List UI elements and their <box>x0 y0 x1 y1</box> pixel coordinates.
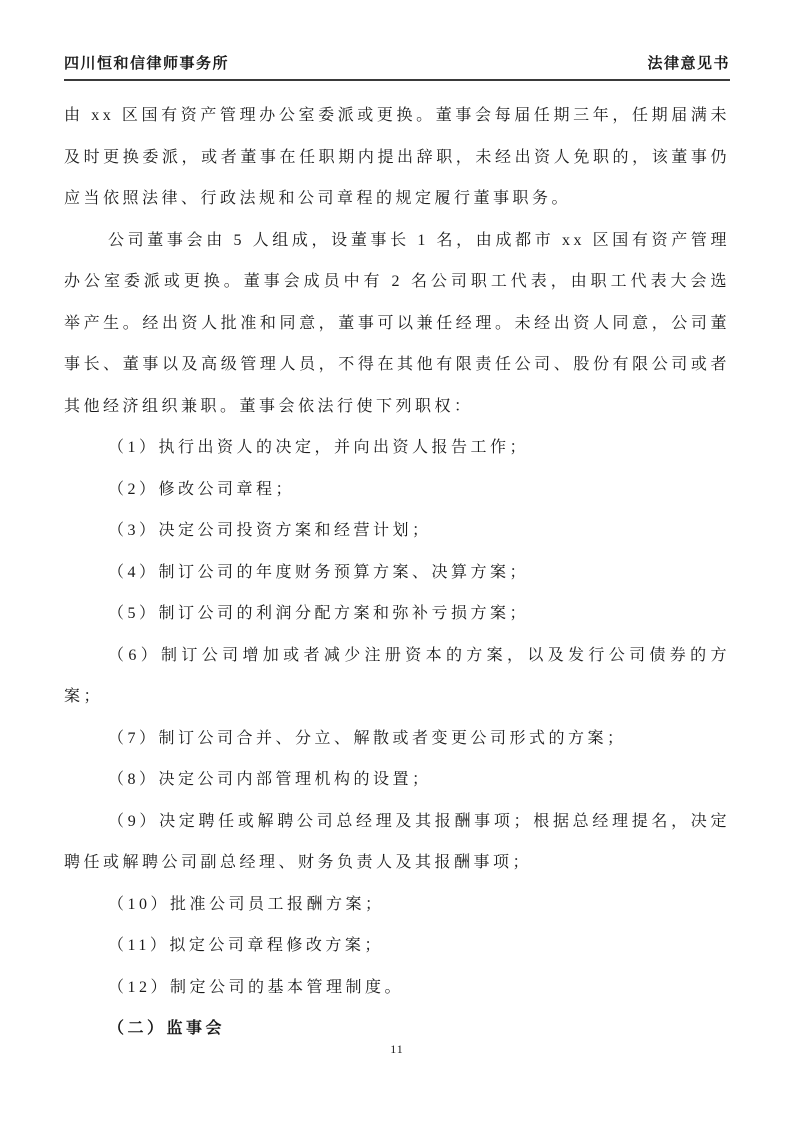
page-number: 11 <box>390 1042 404 1056</box>
paragraph-continuation: 由 xx 区国有资产管理办公室委派或更换。董事会每届任期三年，任期届满未及时更换委派，或者董事在任职期内提出辞职，未经出资人免职的，该董事仍应当依照法律、行政法规和公司章程的规定履行董事职务。 <box>64 107 730 207</box>
paragraph-board-composition: 公司董事会由 5 人组成，设董事长 1 名，由成都市 xx 区国有资产管理办公室委派或更换。董事会成员中有 2 名公司职工代表，由职工代表大会选举产生。经出资人批准和同意，董事可以兼任经理。未经出资人同意，公司董事长、董事以及高级管理人员，不得在其他有限责任公司、股份有限公司或者其他经济组织兼职。董事会依法行使下列职权： <box>64 231 730 415</box>
list-item: （12）制定公司的基本管理制度。 <box>108 978 405 996</box>
header-doc-type: 法律意见书 <box>647 56 730 72</box>
page-header <box>64 0 730 81</box>
list-item: （11）拟定公司章程修改方案； <box>108 937 384 954</box>
section-heading-supervisory-board: （二）监事会 <box>108 1020 226 1037</box>
document-body <box>64 95 730 1050</box>
list-item: （3）决定公司投资方案和经营计划； <box>108 522 432 539</box>
list-item: （6）制订公司增加或者减少注册资本的方案，以及发行公司债券的方案； <box>64 646 730 705</box>
list-item: （5）制订公司的利润分配方案和弥补亏损方案； <box>108 605 530 622</box>
list-item: （8）决定公司内部管理机构的设置； <box>108 771 432 788</box>
list-item: （10）批准公司员工报酬方案； <box>108 895 385 913</box>
page-footer <box>0 1042 794 1057</box>
list-item: （2）修改公司章程； <box>108 480 296 498</box>
list-item: （9）决定聘任或解聘公司总经理及其报酬事项；根据总经理提名，决定聘任或解聘公司副总经理、财务负责人及其报酬事项； <box>64 812 730 871</box>
list-item: （1）执行出资人的决定，并向出资人报告工作； <box>108 439 530 456</box>
header-firm-name: 四川恒和信律师事务所 <box>64 56 230 72</box>
list-item: （4）制订公司的年度财务预算方案、决算方案； <box>108 563 530 581</box>
list-item: （7）制订公司合并、分立、解散或者变更公司形式的方案； <box>108 729 627 747</box>
